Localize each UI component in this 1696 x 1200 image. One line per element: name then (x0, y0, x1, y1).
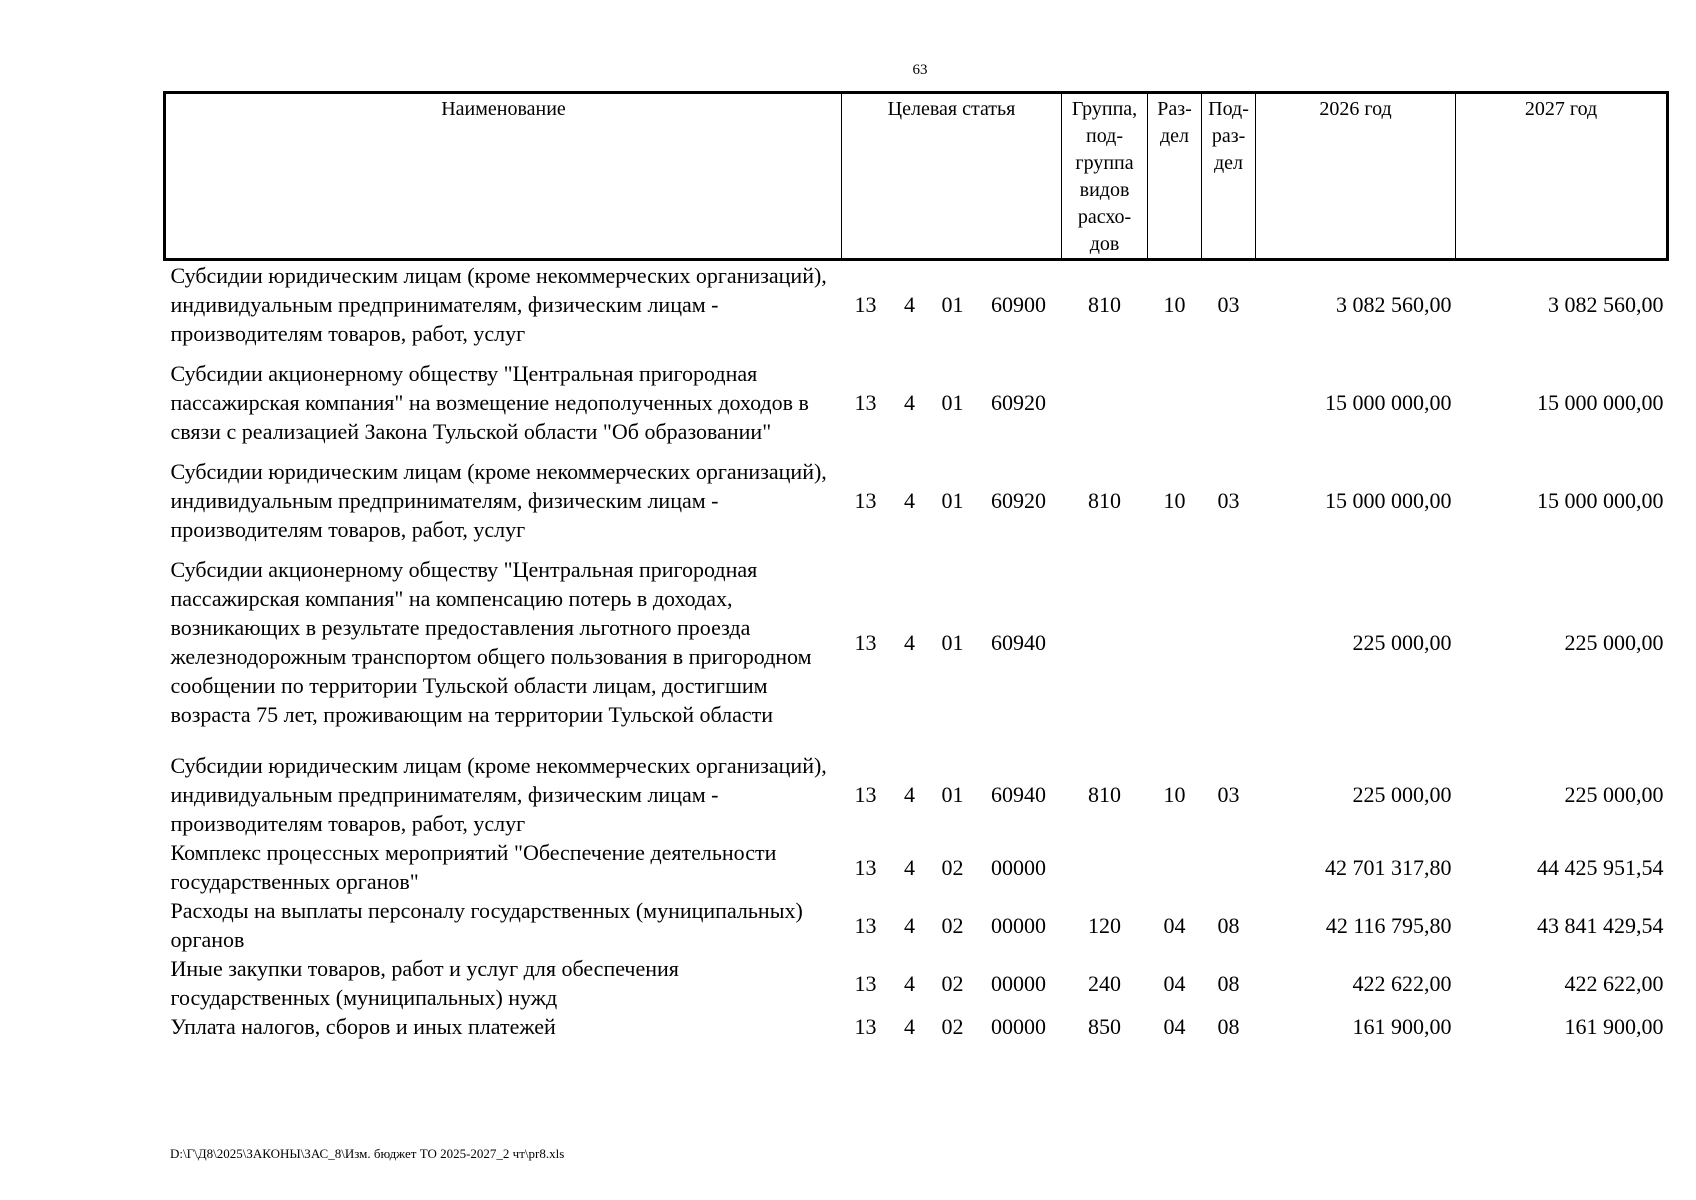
row-code-3: 01 (941, 629, 964, 655)
row-code-1: 13 (854, 970, 877, 996)
row-2026: 15 000 000,00 (1325, 488, 1452, 513)
row-code-2: 4 (904, 488, 915, 513)
row-group: 810 (1088, 292, 1122, 317)
row-code-4: 00000 (991, 854, 1047, 880)
row-group: 120 (1088, 912, 1122, 938)
row-section (1148, 838, 1202, 896)
row-code-2: 4 (904, 292, 915, 317)
row-subsection (1202, 838, 1256, 896)
row-2027: 3 082 560,00 (1548, 292, 1664, 317)
row-code-3: 01 (941, 292, 964, 317)
header-group-line: под- (1086, 125, 1124, 147)
table-row (165, 1012, 1668, 1041)
table-row (165, 740, 1668, 838)
table-row (165, 838, 1668, 896)
row-section: 10 (1163, 782, 1186, 807)
row-code-4: 60920 (991, 390, 1047, 415)
row-group: 850 (1088, 1014, 1122, 1039)
row-2026: 225 000,00 (1352, 782, 1452, 807)
row-section: 10 (1163, 292, 1186, 317)
row-section (1148, 544, 1202, 740)
row-2027: 225 000,00 (1564, 629, 1664, 655)
row-section: 04 (1163, 912, 1186, 938)
row-2026: 161 900,00 (1352, 1014, 1452, 1039)
row-name: Расходы на выплаты персоналу государственных (муниципальных) органов (170, 898, 803, 952)
budget-table (163, 91, 1669, 1041)
row-2026: 225 000,00 (1352, 629, 1452, 655)
row-code-1: 13 (854, 912, 877, 938)
row-code-1: 13 (854, 854, 877, 880)
row-code-4: 60940 (991, 629, 1047, 655)
header-section-line: дел (1160, 125, 1190, 147)
table-header (165, 93, 1668, 260)
row-code-3: 02 (941, 970, 964, 996)
row-subsection: 03 (1217, 782, 1240, 807)
row-code-3: 02 (941, 1014, 964, 1039)
row-name: Комплекс процессных мероприятий "Обеспечение деятельности государственных органов" (170, 840, 777, 894)
row-group: 810 (1088, 488, 1122, 513)
row-section (1148, 348, 1202, 457)
header-year-2026: 2026 год (1256, 93, 1456, 260)
row-code-2: 4 (904, 629, 915, 655)
table-row (165, 260, 1668, 349)
row-2027: 225 000,00 (1564, 782, 1664, 807)
table-row (165, 457, 1668, 544)
file-path-footer: D:\Г\Д8\2025\ЗАКОНЫ\ЗАС_8\Изм. бюджет ТО 2025-2027_2 чт\pr8.xls (170, 1146, 565, 1161)
row-code-3: 02 (941, 912, 964, 938)
row-code-4: 60900 (991, 292, 1047, 317)
row-code-1: 13 (854, 1014, 877, 1039)
row-group (1062, 838, 1148, 896)
row-subsection: 08 (1217, 912, 1240, 938)
row-section: 04 (1163, 1014, 1186, 1039)
row-code-3: 01 (941, 488, 964, 513)
row-name: Иные закупки товаров, работ и услуг для обеспечения государственных (муниципальных) нужд (170, 956, 679, 1010)
row-name: Субсидии юридическим лицам (кроме некоммерческих организаций), индивидуальным предпринимателям, физическим лицам - производителям товаров, работ, услуг (170, 263, 827, 346)
row-2027: 422 622,00 (1564, 970, 1664, 996)
row-code-1: 13 (854, 488, 877, 513)
row-section: 10 (1163, 488, 1186, 513)
row-name: Субсидии юридическим лицам (кроме некоммерческих организаций), индивидуальным предпринимателям, физическим лицам - производителям товаров, работ, услуг (170, 459, 827, 542)
header-group-line: видов (1079, 179, 1130, 201)
row-name: Субсидии акционерному обществу "Центральная пригородная пассажирская компания" на возмещение недополученных доходов в связи с реализацией Закона Тульской области "Об образовании" (170, 361, 809, 444)
row-subsection (1202, 348, 1256, 457)
header-target-article: Целевая статья (842, 93, 1062, 260)
table-row (165, 896, 1668, 954)
row-2026: 422 622,00 (1352, 970, 1452, 996)
row-2027: 44 425 951,54 (1537, 854, 1664, 880)
row-2026: 3 082 560,00 (1336, 292, 1452, 317)
row-code-2: 4 (904, 1014, 915, 1039)
row-2027: 43 841 429,54 (1537, 912, 1664, 938)
row-code-1: 13 (854, 629, 877, 655)
page-number: 63 (912, 62, 928, 78)
row-section: 04 (1163, 970, 1186, 996)
row-code-4: 60920 (991, 488, 1047, 513)
table-row (165, 954, 1668, 1012)
row-subsection: 03 (1217, 292, 1240, 317)
row-code-1: 13 (854, 390, 877, 415)
row-subsection: 08 (1217, 1014, 1240, 1039)
row-2026: 42 701 317,80 (1325, 854, 1452, 880)
table-row (165, 544, 1668, 740)
row-code-4: 00000 (991, 970, 1047, 996)
row-subsection: 03 (1217, 488, 1240, 513)
row-code-2: 4 (904, 782, 915, 807)
header-group-line: расхо- (1077, 206, 1132, 228)
row-code-2: 4 (904, 970, 915, 996)
header-group-line: дов (1089, 233, 1120, 255)
row-2027: 161 900,00 (1564, 1014, 1664, 1039)
row-2026: 42 116 795,80 (1325, 912, 1452, 938)
row-name: Субсидии юридическим лицам (кроме некоммерческих организаций), индивидуальным предпринимателям, физическим лицам - производителям товаров, работ, услуг (170, 753, 827, 836)
header-group-line: группа (1075, 152, 1134, 174)
row-code-1: 13 (854, 782, 877, 807)
header-subsection-line: дел (1214, 152, 1244, 174)
header-section-line: Раз- (1157, 98, 1192, 120)
row-code-4: 00000 (991, 912, 1047, 938)
row-code-3: 01 (941, 390, 964, 415)
row-group (1062, 544, 1148, 740)
row-2027: 15 000 000,00 (1537, 390, 1664, 415)
header-group (1062, 93, 1148, 260)
row-group (1062, 348, 1148, 457)
row-code-2: 4 (904, 912, 915, 938)
header-name: Наименование (165, 93, 842, 260)
table-row (165, 348, 1668, 457)
row-2026: 15 000 000,00 (1325, 390, 1452, 415)
header-year-2027: 2027 год (1456, 93, 1668, 260)
row-code-3: 02 (941, 854, 964, 880)
row-name: Субсидии акционерному обществу "Центральная пригородная пассажирская компания" на компенсацию потерь в доходах, возникающих в результате предоставления льготного проезда железнодорожным транспортом общего пользования в пригородном сообщении по территории Тульской области лицам, достигшим возраста 75 лет, проживающим на территории Тульской области (170, 557, 812, 727)
header-section (1148, 93, 1202, 260)
row-code-2: 4 (904, 854, 915, 880)
header-subsection (1202, 93, 1256, 260)
row-2027: 15 000 000,00 (1537, 488, 1664, 513)
header-subsection-line: Под- (1208, 98, 1249, 120)
row-name: Уплата налогов, сборов и иных платежей (170, 1014, 556, 1039)
row-code-1: 13 (854, 292, 877, 317)
row-code-4: 60940 (991, 782, 1047, 807)
row-group: 810 (1088, 782, 1122, 807)
row-code-4: 00000 (991, 1014, 1047, 1039)
row-code-2: 4 (904, 390, 915, 415)
header-group-line: Группа, (1071, 98, 1138, 120)
row-group: 240 (1088, 970, 1122, 996)
row-subsection: 08 (1217, 970, 1240, 996)
row-code-3: 01 (941, 782, 964, 807)
header-subsection-line: раз- (1211, 125, 1246, 147)
row-subsection (1202, 544, 1256, 740)
